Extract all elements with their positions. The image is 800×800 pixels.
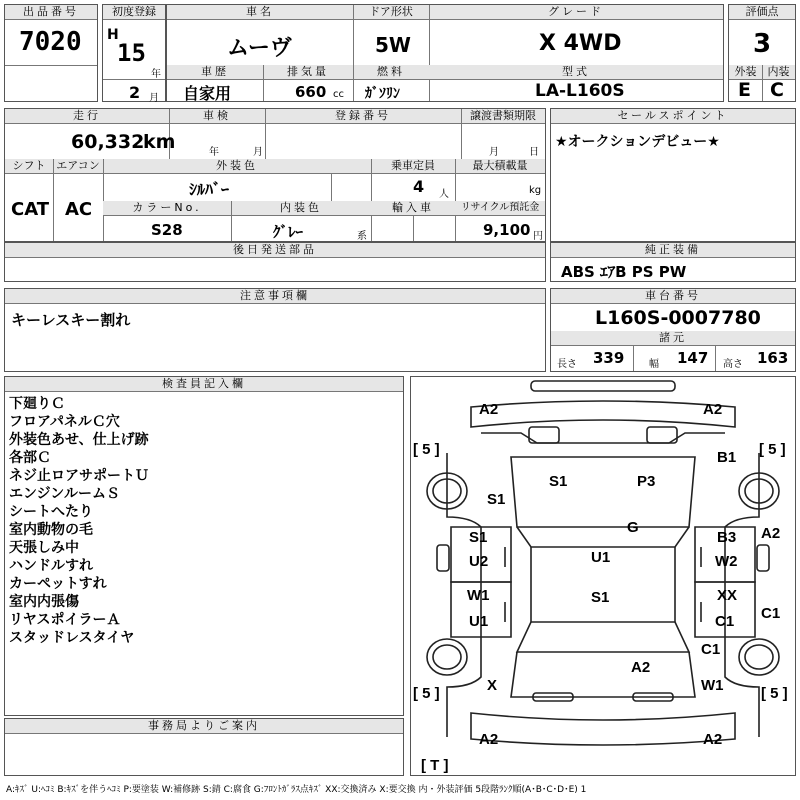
shift: CAT <box>11 199 50 220</box>
genuine-equip-label: 純正装備 <box>551 243 795 258</box>
genuine-equip: ABS ｴｱB PS PW <box>561 263 687 281</box>
damage-mark: S1 <box>549 473 568 490</box>
shift-label: シフト <box>5 159 53 174</box>
car-diagram-box <box>410 376 796 776</box>
ext-color-label: 外装色 <box>103 159 371 174</box>
inspection-month-unit: 月 <box>253 147 263 158</box>
transfer-month-unit: 月 <box>489 147 499 158</box>
damage-mark: XX <box>717 587 738 604</box>
int-color: ｸﾞﾚｰ <box>273 223 304 241</box>
damage-mark: P3 <box>637 473 656 490</box>
caution-text: キーレスキー割れ <box>11 311 131 329</box>
chassis-label: 車台番号 <box>551 289 795 304</box>
note-line: エンジンルームＳ <box>9 486 120 502</box>
car-name-label: 車名 <box>167 5 353 20</box>
car-info-box <box>166 4 724 102</box>
reg-month: 2 <box>129 83 141 102</box>
door-type: 5W <box>375 33 411 57</box>
tire-mark: [ 5 ] <box>413 685 440 702</box>
caution-label: 注意事項欄 <box>5 289 545 304</box>
damage-mark: U1 <box>469 613 489 630</box>
specs-label: 諸元 <box>551 331 795 346</box>
grade-label: グレード <box>429 5 723 20</box>
recycle-unit: 円 <box>533 231 543 242</box>
inspector-notes <box>9 395 149 647</box>
note-line: 室内動物の毛 <box>9 522 93 538</box>
lot-number: 7020 <box>19 27 82 57</box>
score-label: 評価点 <box>729 5 795 20</box>
sales-point: ★オークションデビュー★ <box>555 134 720 150</box>
note-line: スタッドレスタイヤ <box>9 630 135 646</box>
displacement-label: 排気量 <box>263 65 353 80</box>
model-code: LA-L160S <box>535 81 625 101</box>
fuel: ｶﾞｿﾘﾝ <box>365 86 400 102</box>
capacity: 4 <box>413 177 425 196</box>
damage-mark: A2 <box>761 525 781 542</box>
later-parts-box <box>4 242 546 282</box>
tire-mark: [ 5 ] <box>759 441 786 458</box>
lot-number-label: 出品番号 <box>5 5 97 20</box>
max-load-label: 最大積載量 <box>455 159 545 174</box>
note-line: フロアパネルＣ穴 <box>9 414 120 430</box>
load-unit: kg <box>529 185 542 196</box>
note-line: リヤスポイラーＡ <box>9 612 121 628</box>
note-line: シートへたり <box>9 504 93 520</box>
width-label: 幅 <box>649 359 659 370</box>
damage-mark: S1 <box>591 589 610 606</box>
inspector-box <box>4 376 404 716</box>
tire-mark: [ 5 ] <box>413 441 440 458</box>
damage-mark: A2 <box>479 731 499 748</box>
color-no-label: カラーNo. <box>103 201 231 216</box>
fuel-label: 燃料 <box>353 65 429 80</box>
reg-month-unit: 月 <box>149 93 159 104</box>
damage-mark: A2 <box>703 731 723 748</box>
displacement-unit: cc <box>333 89 344 100</box>
lot-number-box <box>4 4 98 102</box>
reg-year: 15 <box>117 39 146 67</box>
score-box <box>728 4 796 102</box>
sales-point-box <box>550 108 796 242</box>
mileage: 60,332 <box>71 131 145 153</box>
damage-mark: C1 <box>761 605 781 622</box>
grade: X 4WD <box>539 31 622 56</box>
later-parts-label: 後日発送部品 <box>5 243 545 258</box>
aircon-label: エアコン <box>53 159 103 174</box>
damage-mark: U2 <box>469 553 489 570</box>
displacement: 660 <box>295 83 327 101</box>
mileage-unit: km <box>143 131 176 153</box>
width: 147 <box>677 349 709 367</box>
damage-mark: A2 <box>479 401 499 418</box>
capacity-label: 乗車定員 <box>371 159 455 174</box>
length: 339 <box>593 349 625 367</box>
height: 163 <box>757 349 789 367</box>
car-outline-diagram <box>411 377 795 775</box>
transfer-day-unit: 日 <box>529 147 539 158</box>
transfer-label: 譲渡書類期限 <box>461 109 545 124</box>
damage-mark: A2 <box>703 401 723 418</box>
spare-tire-mark: [ T ] <box>421 757 449 774</box>
vehicle-detail-box <box>4 108 546 242</box>
note-line: 外装色あせ、仕上げ跡 <box>9 432 149 448</box>
interior-label: 内装 <box>762 65 795 80</box>
ext-color: ｼﾙﾊﾞｰ <box>189 180 230 199</box>
note-line: 各部Ｃ <box>9 450 51 466</box>
color-no: S28 <box>151 221 183 239</box>
damage-mark: W2 <box>715 553 738 570</box>
first-registration-box <box>102 4 166 102</box>
chassis-no: L160S-0007780 <box>595 307 761 329</box>
note-line: ネジ止ロアサポートＵ <box>9 468 149 484</box>
genuine-equip-box <box>550 242 796 282</box>
inspection-year-unit: 年 <box>209 147 219 158</box>
chassis-box <box>550 288 796 372</box>
reg-no-label: 登録番号 <box>265 109 461 124</box>
history: 自家用 <box>183 84 232 103</box>
mileage-label: 走行 <box>5 109 169 124</box>
damage-mark: C1 <box>701 641 721 658</box>
overall-score: 3 <box>753 29 772 59</box>
caution-box <box>4 288 546 372</box>
car-name: ムーヴ <box>227 36 292 61</box>
aircon: AC <box>65 199 93 220</box>
era-letter: H <box>107 27 119 43</box>
inspection-label: 車検 <box>169 109 265 124</box>
office-box <box>4 718 404 776</box>
int-color-suffix: 系 <box>357 231 367 242</box>
history-label: 車歴 <box>167 65 263 80</box>
height-label: 高さ <box>723 359 743 370</box>
sales-point-label: セールスポイント <box>551 109 795 124</box>
exterior-score: E <box>738 79 751 101</box>
damage-mark: S1 <box>487 491 506 508</box>
damage-mark: S1 <box>469 529 488 546</box>
note-line: ハンドルすれ <box>9 558 93 574</box>
damage-mark: U1 <box>591 549 611 566</box>
door-label: ドア形状 <box>353 5 429 20</box>
damage-mark: W1 <box>701 677 724 694</box>
tire-mark: [ 5 ] <box>761 685 788 702</box>
recycle-label: リサイクル預託金 <box>455 201 545 216</box>
exterior-label: 外装 <box>729 65 762 80</box>
length-label: 長さ <box>557 359 577 370</box>
inspector-label: 検査員記入欄 <box>5 377 403 392</box>
note-line: 天張しみ中 <box>9 540 79 556</box>
damage-mark: X <box>487 677 498 694</box>
import-label: 輸入車 <box>371 201 455 216</box>
damage-mark: C1 <box>715 613 735 630</box>
capacity-unit: 人 <box>439 189 449 200</box>
damage-mark: B1 <box>717 449 737 466</box>
damage-mark: G <box>627 519 639 536</box>
first-registration-label: 初度登録 <box>103 5 165 20</box>
note-line: 下廻りＣ <box>9 396 65 412</box>
model-code-label: 型式 <box>429 65 723 80</box>
damage-mark: W1 <box>467 587 490 604</box>
damage-mark: A2 <box>631 659 651 676</box>
recycle-fee: 9,100 <box>483 221 531 239</box>
office-label: 事務局よりご案内 <box>5 719 403 734</box>
note-line: 室内内張傷 <box>9 594 79 610</box>
legend-text: A:ｷｽﾞ U:ﾍｺﾐ B:ｷｽﾞを伴うﾍｺﾐ P:要塗装 W:補修跡 S:錆 C:腐食 G:ﾌﾛﾝﾄｶﾞﾗｽ点ｷｽﾞ XX:交換済み X:要交換 内・外装評価 5段階ﾗﾝｸ順(A･B･C･D･E) 1 <box>6 785 587 795</box>
damage-mark: B3 <box>717 529 737 546</box>
note-line: カーペットすれ <box>9 576 107 592</box>
interior-score: C <box>770 79 784 101</box>
int-color-label: 内装色 <box>231 201 371 216</box>
reg-year-unit: 年 <box>151 69 161 80</box>
